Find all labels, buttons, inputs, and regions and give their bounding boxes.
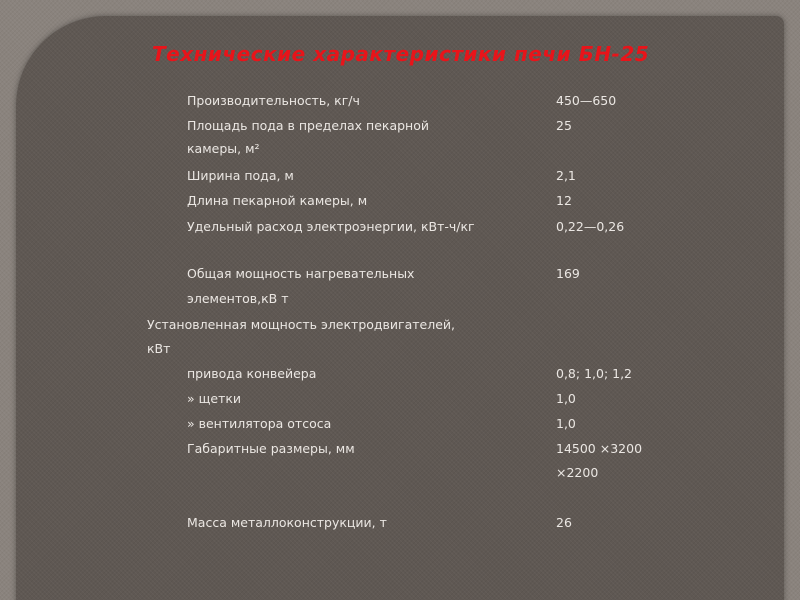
spec-label-specific-consumption: Удельный расход электроэнергии, кВт-ч/кг bbox=[187, 219, 475, 234]
spec-label-frame-mass: Масса металлоконструкции, т bbox=[187, 515, 387, 530]
spec-value-frame-mass: 26 bbox=[556, 515, 572, 530]
spec-value-heating-power: 169 bbox=[556, 266, 580, 281]
motor-power-heading: Установленная мощность электродвигателей, bbox=[147, 317, 456, 332]
spec-label-conveyor-drive: привода конвейера bbox=[187, 366, 317, 381]
spec-value-chamber-length: 12 bbox=[556, 193, 572, 208]
spec-value-conveyor-drive: 0,8; 1,0; 1,2 bbox=[556, 366, 633, 381]
spec-label-brush: » щетки bbox=[187, 391, 242, 406]
spec-value-brush: 1,0 bbox=[556, 391, 576, 406]
spec-label-hearth-area-cont: камеры, м² bbox=[187, 141, 260, 156]
spec-value-dimensions: 14500 ×3200 bbox=[556, 441, 643, 456]
spec-label-heating-power: Общая мощность нагревательных bbox=[187, 266, 415, 281]
spec-value-specific-consumption: 0,22—0,26 bbox=[556, 219, 625, 234]
spec-label-hearth-area: Площадь пода в пределах пекарной bbox=[187, 118, 429, 133]
spec-value-exhaust-fan: 1,0 bbox=[556, 416, 576, 431]
spec-label-productivity: Производительность, кг/ч bbox=[187, 93, 360, 108]
spec-value-dimensions-cont: ×2200 bbox=[556, 465, 599, 480]
motor-power-heading-unit: кВт bbox=[147, 341, 171, 356]
slide-title: Технические характеристики печи БН-25 bbox=[152, 42, 650, 66]
spec-label-exhaust-fan: » вентилятора отсоса bbox=[187, 416, 332, 431]
spec-value-productivity: 450—650 bbox=[556, 93, 617, 108]
spec-label-dimensions: Габаритные размеры, мм bbox=[187, 441, 355, 456]
spec-label-chamber-length: Длина пекарной камеры, м bbox=[187, 193, 368, 208]
slide-panel bbox=[16, 16, 784, 600]
spec-value-hearth-area: 25 bbox=[556, 118, 572, 133]
spec-label-heating-power-cont: элементов,кВ т bbox=[187, 291, 289, 306]
spec-value-hearth-width: 2,1 bbox=[556, 168, 576, 183]
spec-label-hearth-width: Ширина пода, м bbox=[187, 168, 294, 183]
